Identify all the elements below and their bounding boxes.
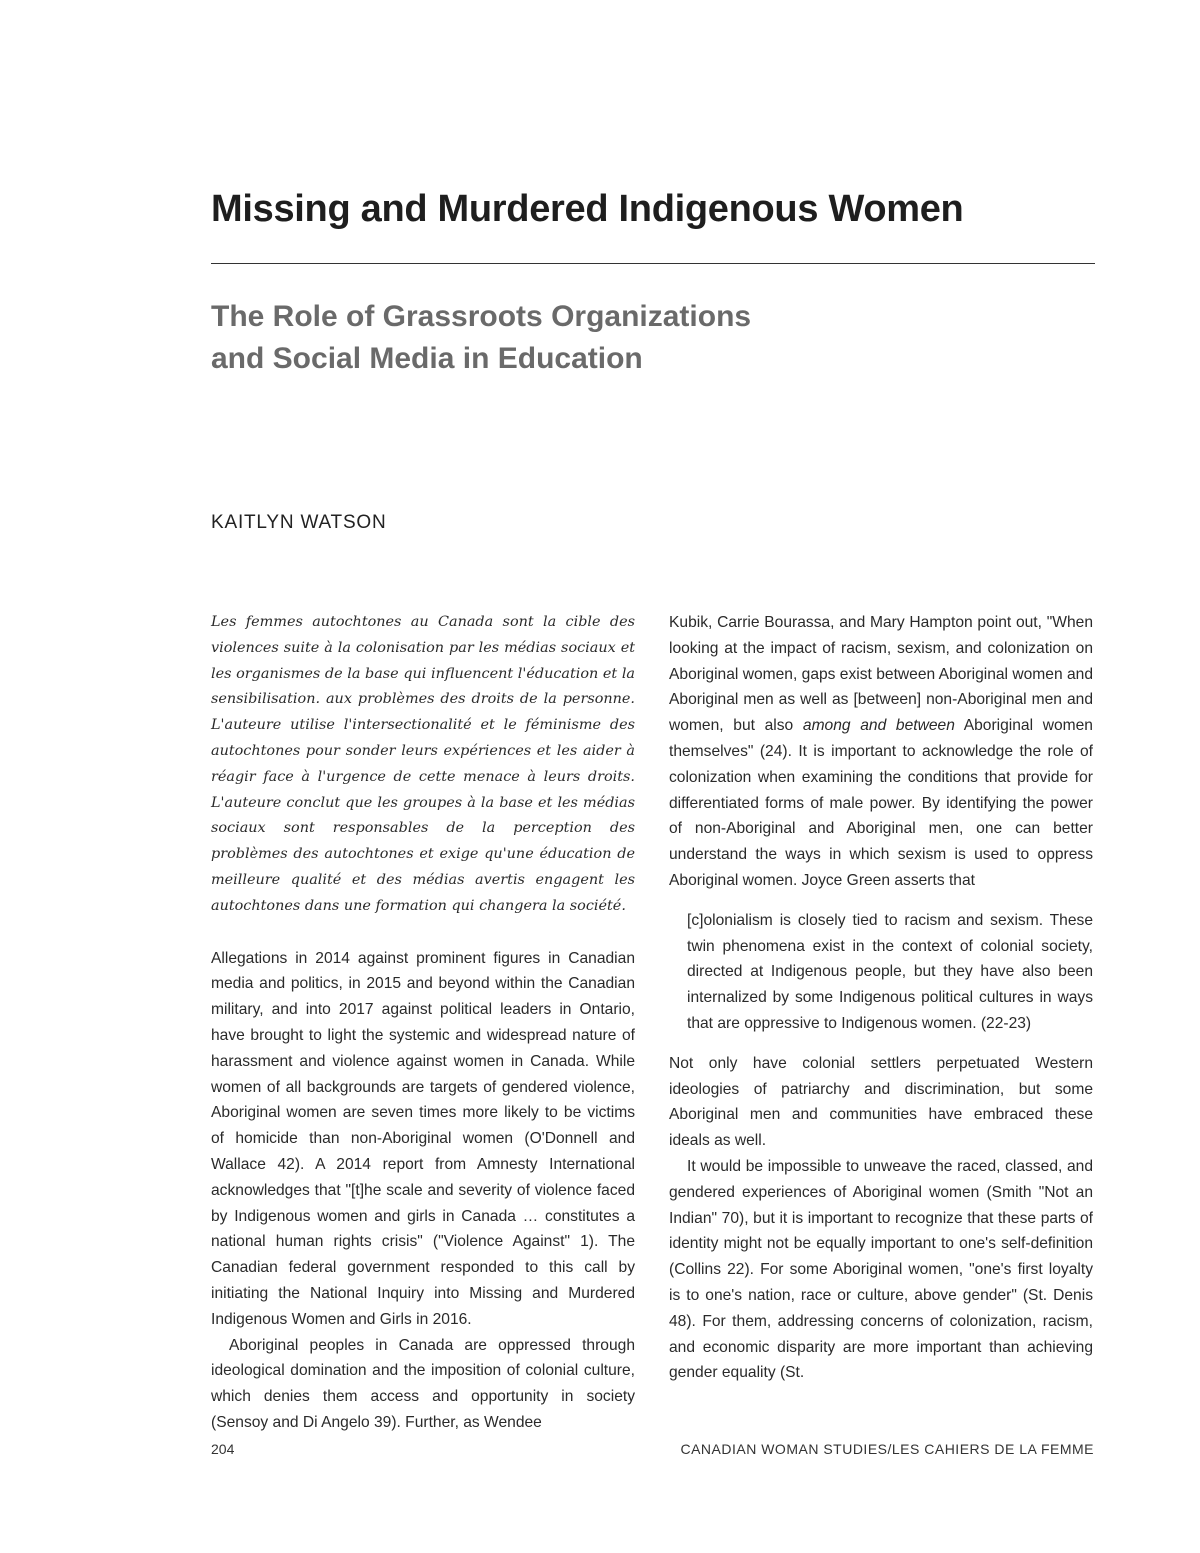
title-divider xyxy=(211,263,1095,264)
body-paragraph-after-quote: Not only have colonial settlers perpetuated Western ideologies of patriarchy and discrimination, but some Aboriginal men and communities have embraced these ideals as well. xyxy=(669,1054,1093,1150)
article-subtitle xyxy=(211,296,911,380)
continued-text-end: Aboriginal women themselves" (24). It is important to acknowledge the role of colonization when examining the conditions that provide for differentiated forms of male power. By identifying the power of non-Aboriginal and Aboriginal men, one can better understand the ways in which sexism is used to oppress Aboriginal women. Joyce Green asserts that xyxy=(669,717,1093,889)
subtitle-line-2: and Social Media in Education xyxy=(211,342,643,375)
french-abstract: Les femmes autochtones au Canada sont la cible des violences suite à la colonisation par les médias sociaux et les organismes de la base qui influencent l'éducation et la sensibilisation. aux problèmes des droits de la personne. L'auteure utilise l'intersectionalité et le féminisme des autochtones pour sonder leurs expériences et les aider à réagir face à l'urgence de cette menace à leurs droits. L'auteure conclut que les groupes à la base et les médias sociaux sont responsables de la perception des problèmes des autochtones et exige qu'une éducation de meilleure qualité et des médias avertis engagent les autochtones dans une formation qui changera la société. xyxy=(211,614,635,914)
page-number: 204 xyxy=(211,1441,235,1457)
article-title: Missing and Murdered Indigenous Women xyxy=(211,188,964,230)
body-paragraph-continued xyxy=(669,610,1093,894)
continued-text-start: Kubik, Carrie Bourassa, and Mary Hampton point out, "When looking at the impact of racism, sexism, and colonization on Aboriginal women, gaps exist between Aboriginal women and Aboriginal men as well as [between] non-Aboriginal men and women, but also xyxy=(669,614,1093,735)
author-name: KAITLYN WATSON xyxy=(211,512,387,533)
body-paragraph-2: Aboriginal peoples in Canada are oppressed through ideological domination and the imposition of colonial culture, which denies them access and opportunity in society (Sensoy and Di Angelo 39). Further, as Wendee xyxy=(211,1336,635,1431)
subtitle-line-1: The Role of Grassroots Organizations xyxy=(211,300,752,333)
body-paragraph-1: Allegations in 2014 against prominent figures in Canadian media and politics, in 2015 and beyond within the Canadian military, and into 2017 against political leaders in Ontario, have brought to light the systemic and widespread nature of harassment and violence against women in Canada. While women of all backgrounds are targets of gendered violence, Aboriginal women are seven times more likely to be victims of homicide than non-Aboriginal women (O'Donnell and Wallace 42). A 2014 report from Amnesty International acknowledges that "[t]he scale and severity of violence faced by Indigenous women and girls in Canada … constitutes a national human rights crisis" ("Violence Against" 1). The Canadian federal government responded to this call by initiating the National Inquiry into Missing and Murdered Indigenous Women and Girls in 2016. xyxy=(211,949,635,1328)
left-column xyxy=(211,610,635,1436)
body-paragraph-final: It would be impossible to unweave the raced, classed, and gendered experiences of Aboriginal women (Smith "Not an Indian" 70), but it is important to recognize that these parts of identity might not be equally important to one's self-definition (Collins 22). For some Aboriginal women, "one's first loyalty is to one's nation, race or culture, above gender" (St. Denis 48). For them, addressing concerns of colonization, racism, and economic disparity are more important than achieving gender equality (St. xyxy=(669,1157,1093,1382)
block-quote: [c]olonialism is closely tied to racism and sexism. These twin phenomena exist in the context of colonial society, directed at Indigenous people, but they have also been internalized by some Indigenous political cultures in ways that are oppressive to Indigenous women. (22-23) xyxy=(687,911,1093,1032)
journal-name: CANADIAN WOMAN STUDIES/LES CAHIERS DE LA FEMME xyxy=(680,1441,1094,1457)
continued-text-emphasis: among and between xyxy=(802,717,955,735)
right-column xyxy=(669,610,1093,1386)
